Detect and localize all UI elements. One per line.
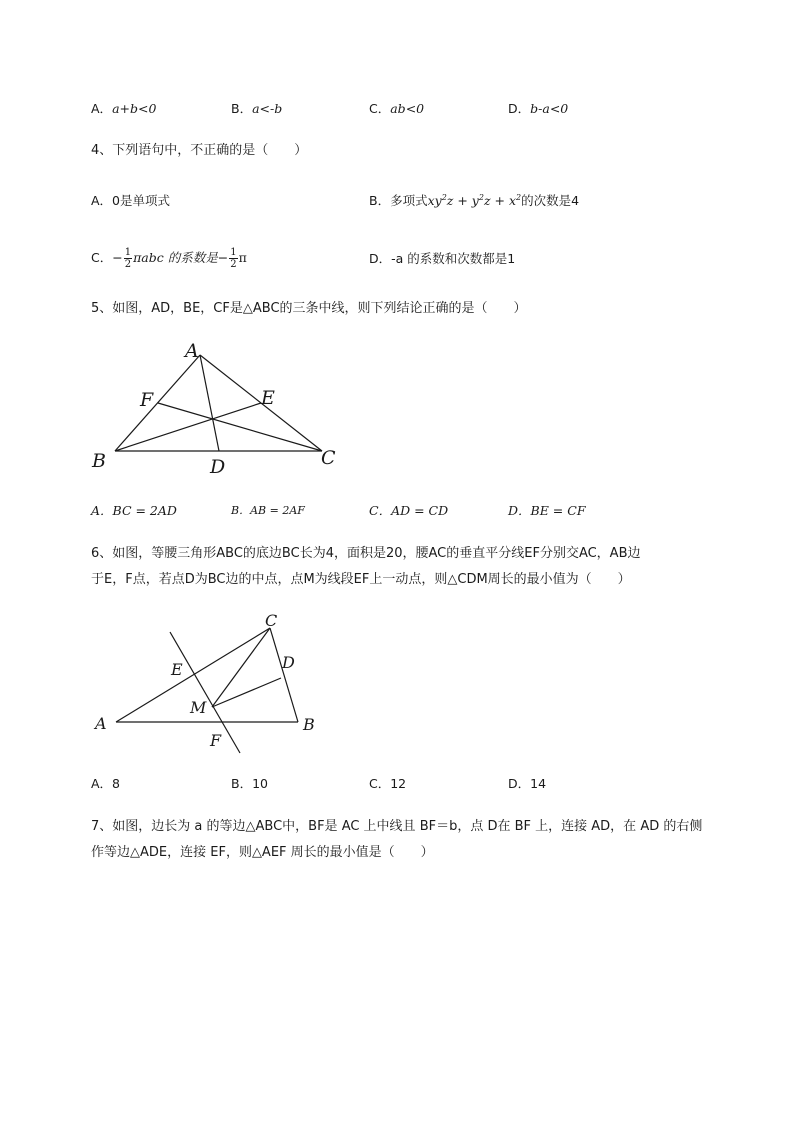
q5-label-e: E [261,387,275,409]
q6-label-a: A [95,714,107,733]
q5-option-d: D．BE = CF [508,503,586,518]
q5-label-a: A [185,340,199,362]
q3-option-d [508,100,568,118]
q6-label-c: C [265,611,278,630]
q4-option-c-letter: C． [91,250,113,265]
q6-option-b: B．10 [231,776,268,791]
q6-label-f: F [210,731,222,750]
q5-triangle-figure [88,338,348,478]
q3-option-a [91,100,156,118]
q3-option-b-letter: B． [231,101,253,116]
q5-median-ad [200,355,219,451]
q5-label-c: C [321,447,336,469]
q7-stem-line-1: 7、如图，边长为 a 的等边△ABC中，BF是 AC 上中线且 BF＝b，点 D在 BF 上，连接 AD，在 AD 的右侧 [91,819,703,834]
q4-option-c-fraction-2: $\frac{1}{2}$ [230,247,237,270]
q6-option-d: D．14 [508,776,547,791]
q4-option-b-polynomial: $xy^2z + y^2z + x^2$ [427,192,522,208]
q3-option-b-expr: a<-b [252,101,283,116]
q7-stem-line-2: 作等边△ADE，连接 EF，则△AEF 周长的最小值是（ ） [91,845,434,860]
q6-label-b: B [303,715,315,734]
q3-option-a-expr: a+b<0 [112,101,157,116]
q6-label-m: M [190,698,207,717]
q4-option-d: D．-a 的系数和次数都是1 [369,251,516,266]
q3-option-c [369,100,424,118]
q3-option-d-letter: D． [508,101,531,116]
q6-side-bc [270,628,298,722]
q6-option-a: A．8 [91,776,121,791]
q5-label-d: D [210,456,226,478]
q4-option-c-end: π [238,250,247,265]
q4-option-b-suffix: 的次数是4 [521,193,580,208]
q4-option-b [369,192,579,210]
q6-triangle-figure [90,608,330,758]
q5-stem: 5、如图，AD，BE，CF是△ABC的三条中线，则下列结论正确的是（ ） [91,301,527,316]
q5-label-b: B [92,450,106,472]
q6-stem-line-2: 于E，F点，若点D为BC边的中点，点M为线段EF上一动点，则△CDM周长的最小值为（ ） [91,572,631,587]
q4-option-b-prefix: B．多项式 [369,193,428,208]
q3-option-c-expr: ab<0 [390,101,425,116]
q6-line-ef [170,632,240,753]
q3-option-a-letter: A． [91,101,113,116]
q3-option-d-expr: b-a<0 [530,101,569,116]
q6-label-d: D [282,653,295,672]
q6-label-e: E [171,660,183,679]
q4-stem: 4、下列语句中，不正确的是（ ） [91,143,308,158]
q3-option-c-letter: C． [369,101,391,116]
q5-option-b: B．AB = 2AF [231,504,305,517]
q5-option-c: C．AD = CD [369,503,449,518]
q6-stem-line-1: 6、如图，等腰三角形ABC的底边BC长为4，面积是20，腰AC的垂直平分线EF分别交AC，AB边 [91,546,641,561]
q5-label-f: F [140,389,154,411]
q6-option-c: C．12 [369,776,407,791]
q4-option-c-mid: πabc 的系数是 [133,250,218,265]
q4-option-c-fraction-1: $\frac{1}{2}$ [124,247,132,270]
q5-option-a: A．BC = 2AD [91,503,177,518]
q4-option-a: A．0是单项式 [91,193,171,208]
q4-option-c: C．− $\frac{1}{2}$ πabc 的系数是− $\frac{1}{2}$ π [91,247,247,270]
q3-option-b [231,100,282,118]
